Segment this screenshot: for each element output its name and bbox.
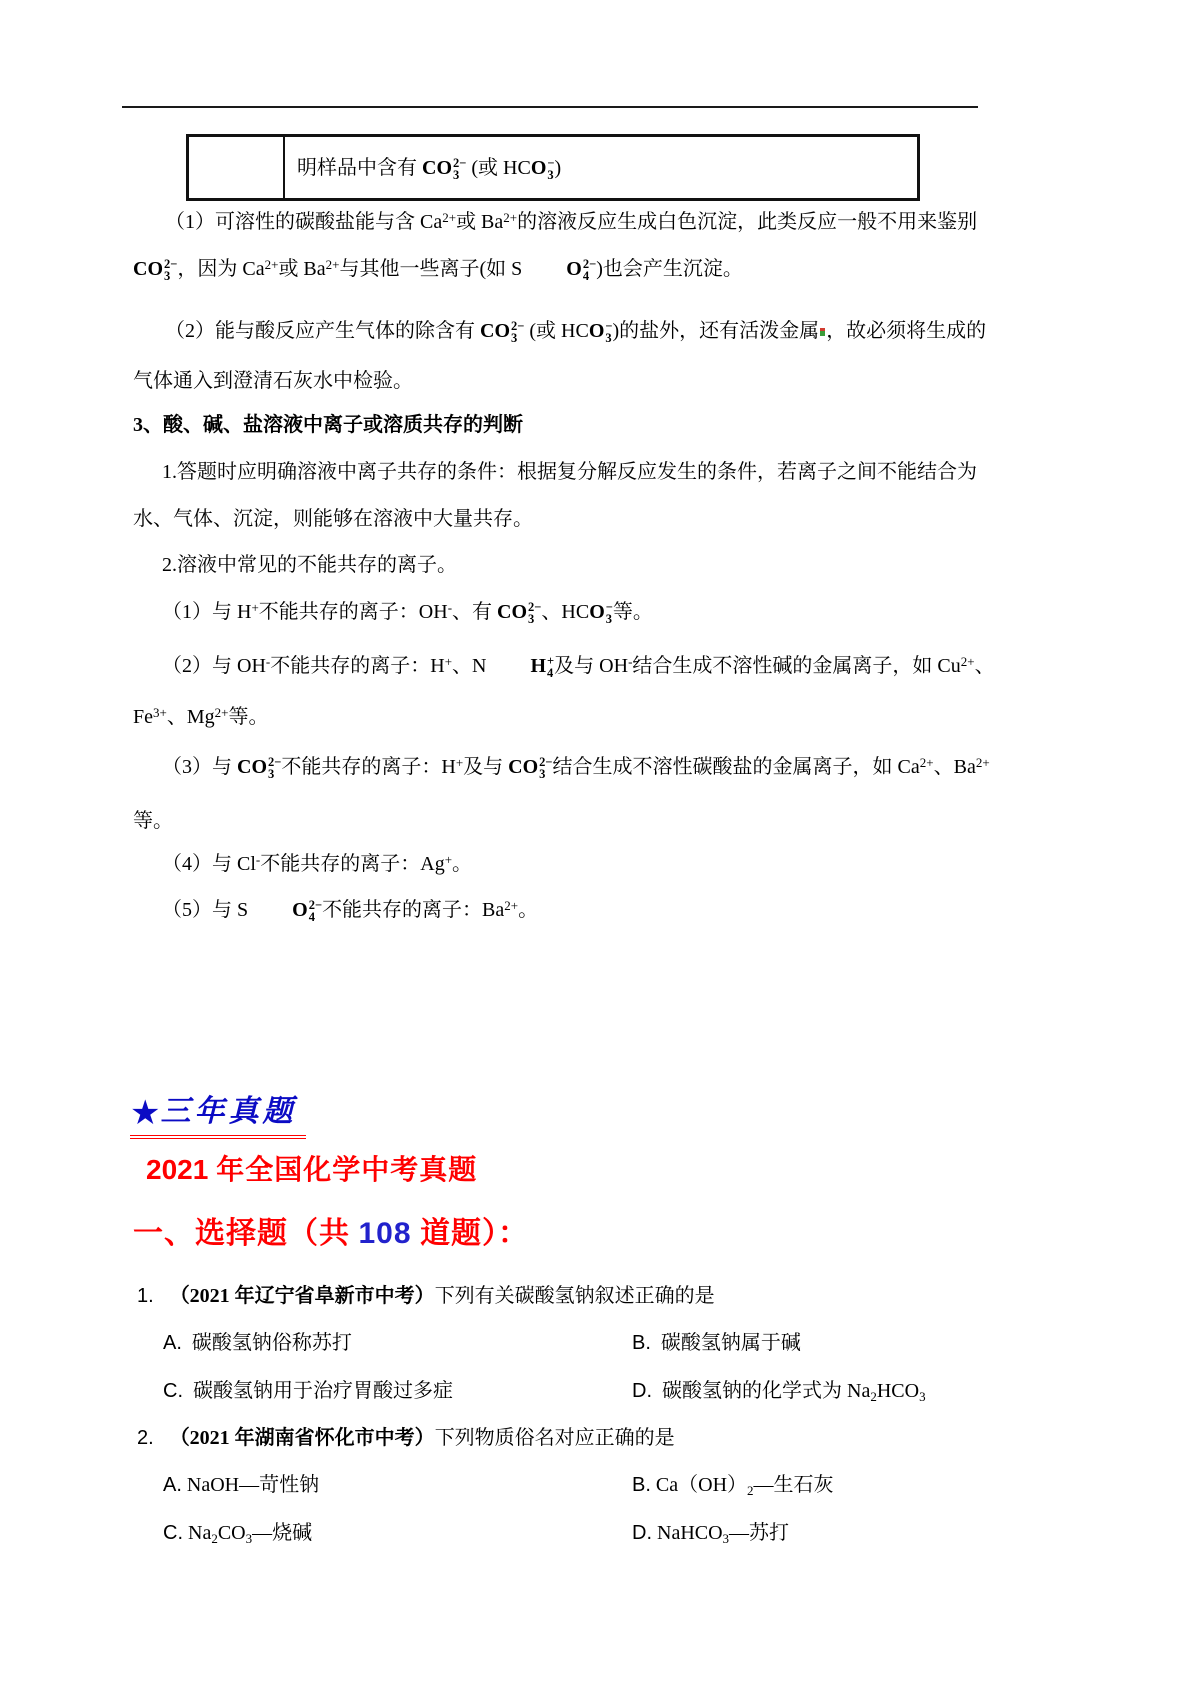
- superscript: 2+: [975, 755, 990, 770]
- list-item: [162, 754, 990, 780]
- text-run: Ca（OH）: [655, 1474, 748, 1496]
- text-run: )的盐外，还有活泼金属: [612, 320, 820, 342]
- text-run: 下列有关碳酸氢钠叙述正确的是: [434, 1285, 715, 1307]
- question-option: [163, 1520, 312, 1546]
- subscript: 3: [722, 1531, 730, 1546]
- ion-formula: H + 4: [530, 654, 555, 680]
- superscript: +: [444, 852, 453, 867]
- superscript: 2+: [325, 257, 340, 272]
- formula-gap: [486, 671, 530, 672]
- ion-formula: O − 3: [589, 600, 613, 626]
- question-option: [632, 1520, 789, 1546]
- text-run: NaOH—苛性钠: [186, 1474, 320, 1496]
- superscript: 2+: [919, 755, 934, 770]
- text-run: 不能共存的离子：Ag: [260, 853, 445, 875]
- banner-text: 三年真题: [160, 1095, 297, 1128]
- ion-formula: O − 3: [588, 319, 613, 345]
- item-label: D.: [632, 1380, 652, 1402]
- paragraph-line: [165, 318, 986, 344]
- text-run: 2.溶液中常见的不能共存的离子。: [162, 554, 457, 576]
- item-label: D.: [632, 1522, 652, 1544]
- list-item: [162, 851, 472, 877]
- ion-formula: O 2− 4: [292, 898, 323, 924]
- superscript: 2+: [214, 705, 229, 720]
- text-run: Fe: [133, 706, 153, 728]
- text-run: 或 Ba: [456, 211, 504, 233]
- question-option: [632, 1472, 834, 1498]
- star-icon: ★: [130, 1095, 161, 1132]
- paragraph-line: [162, 552, 457, 578]
- text-run: 结合生成不溶性碱的金属离子，如 Cu: [632, 655, 961, 677]
- subscript: 2: [870, 1389, 877, 1404]
- paragraph-line: [165, 209, 977, 235]
- question-option: [163, 1472, 319, 1498]
- item-label: C.: [163, 1522, 183, 1544]
- item-label: B.: [632, 1332, 651, 1354]
- subscript: 3: [919, 1389, 926, 1404]
- text-run: 一、选择题（共: [133, 1217, 359, 1250]
- paragraph-line: [133, 506, 533, 532]
- text-run: 下列物质俗名对应正确的是: [434, 1427, 675, 1449]
- superscript: 2+: [504, 898, 519, 913]
- question-option: [163, 1330, 352, 1356]
- list-item: [162, 599, 653, 625]
- text-run: 不能共存的离子：H: [270, 655, 445, 677]
- header-divider-rule: [122, 106, 978, 108]
- subscript: 3: [245, 1531, 253, 1546]
- ion-formula: O 2− 4: [566, 257, 597, 283]
- text-run: —烧碱: [252, 1522, 313, 1544]
- text-run: 3、酸、碱、盐溶液中离子或溶质共存的判断: [133, 414, 523, 436]
- table-cell-text: [297, 155, 561, 181]
- text-run: （3）与: [162, 756, 237, 778]
- superscript: 3+: [153, 705, 167, 720]
- text-run: 、N: [452, 655, 487, 677]
- text-run: 、Mg: [166, 706, 215, 728]
- item-label: A.: [163, 1474, 182, 1496]
- superscript: -: [447, 600, 453, 615]
- ion-formula: CO 2− 3: [508, 755, 553, 781]
- ion-formula: CO 2− 3: [237, 755, 282, 781]
- list-item: [133, 704, 268, 730]
- text-run: 1.答题时应明确溶液中离子共存的条件：根据复分解反应发生的条件，若离子之间不能结合为: [162, 461, 977, 483]
- question-stem: [137, 1283, 715, 1309]
- superscript: -: [628, 654, 633, 669]
- text-run: 碳酸氢钠用于治疗胃酸过多症: [193, 1380, 453, 1402]
- text-run: （2）能与酸反应产生气体的除含有: [165, 320, 480, 342]
- superscript: +: [444, 654, 453, 669]
- annotation-mark-icon: [820, 328, 825, 336]
- paragraph-line: [133, 368, 413, 394]
- evidence-table: [186, 134, 920, 201]
- text-run: (或 HC: [524, 320, 589, 342]
- item-label: A.: [163, 1332, 182, 1354]
- text-run: （1）与 H: [162, 601, 252, 623]
- year-exam-title: [146, 1153, 477, 1188]
- text-run: 及与 OH: [554, 655, 629, 677]
- superscript: 2+: [442, 210, 457, 225]
- text-run: ，因为 Ca: [177, 258, 265, 280]
- formula-gap: [154, 1301, 170, 1302]
- formula-gap: [522, 274, 566, 275]
- text-run: 。: [518, 899, 539, 921]
- text-run: 108: [358, 1217, 412, 1250]
- text-run: CO: [217, 1522, 246, 1544]
- formula-gap: [651, 1348, 661, 1349]
- text-run: （2）与 OH: [162, 655, 266, 677]
- text-run: 、Ba: [933, 756, 976, 778]
- text-run: (或 HC: [466, 156, 531, 179]
- ion-formula: CO 2− 3: [480, 319, 525, 345]
- item-label: 1.: [137, 1285, 154, 1307]
- text-run: 。: [452, 853, 473, 875]
- superscript: -: [255, 852, 261, 867]
- text-run: 、有: [452, 601, 498, 623]
- ion-formula: CO 2− 3: [497, 600, 542, 626]
- formula-gap: [652, 1396, 662, 1397]
- text-run: 的溶液反应生成白色沉淀，此类反应一般不用来鉴别: [517, 211, 978, 233]
- question-option: [632, 1378, 926, 1404]
- ion-formula: O − 3: [530, 155, 555, 182]
- subscript: 2: [747, 1483, 754, 1498]
- text-run: 结合生成不溶性碳酸盐的金属离子，如 Ca: [552, 756, 920, 778]
- text-run: 不能共存的离子：Ba: [322, 899, 505, 921]
- superscript: +: [251, 600, 259, 615]
- text-run: （1）可溶性的碳酸盐能与含 Ca: [165, 211, 443, 233]
- item-label: C.: [163, 1380, 183, 1402]
- text-run: （2021 年辽宁省阜新市中考）: [169, 1285, 435, 1307]
- question-option: [163, 1378, 453, 1404]
- text-run: —生石灰: [753, 1474, 834, 1496]
- ion-formula: CO 2− 3: [133, 257, 178, 283]
- ion-formula: CO 2− 3: [422, 155, 467, 182]
- table-cell-empty: [189, 137, 285, 198]
- text-run: ，故必须将生成的: [826, 320, 987, 342]
- text-run: )也会产生沉淀。: [596, 258, 743, 280]
- text-run: 、HC: [541, 601, 590, 623]
- formula-gap: [183, 1396, 193, 1397]
- paragraph-line: [133, 256, 743, 282]
- text-run: 及与: [463, 756, 509, 778]
- text-run: （2021 年湖南省怀化市中考）: [169, 1427, 435, 1449]
- superscript: 2+: [960, 654, 975, 669]
- text-run: 明样品中含有: [297, 156, 422, 179]
- superscript: -: [265, 654, 271, 669]
- text-run: ): [554, 156, 562, 179]
- text-run: 碳酸氢钠俗称苏打: [191, 1332, 352, 1354]
- text-run: 不能共存的离子：H: [281, 756, 456, 778]
- question-option: [632, 1330, 801, 1356]
- text-run: 水、气体、沉淀，则能够在溶液中大量共存。: [133, 508, 533, 530]
- item-label: 2.: [137, 1427, 154, 1449]
- text-run: HCO: [876, 1380, 920, 1402]
- superscript: 2+: [264, 257, 279, 272]
- formula-gap: [248, 915, 292, 916]
- past-papers-banner: [130, 1086, 306, 1139]
- superscript: 2+: [503, 210, 518, 225]
- text-run: 等。: [133, 810, 173, 832]
- text-run: 不能共存的离子：OH: [258, 601, 448, 623]
- text-run: 或 Ba: [278, 258, 326, 280]
- text-run: 道题）：: [411, 1217, 530, 1250]
- list-item: [162, 653, 995, 679]
- text-run: 、: [974, 655, 995, 677]
- text-run: 与其他一些离子(如 S: [339, 258, 523, 280]
- text-run: 碳酸氢钠的化学式为 Na: [662, 1380, 871, 1402]
- text-run: 2021: [146, 1154, 209, 1185]
- paragraph-line: [162, 459, 977, 485]
- text-run: 等。: [612, 601, 653, 623]
- text-run: Na: [188, 1522, 212, 1544]
- text-run: 气体通入到澄清石灰水中检验。: [133, 370, 413, 392]
- formula-gap: [182, 1348, 192, 1349]
- question-stem: [137, 1425, 675, 1451]
- text-run: NaHCO: [657, 1522, 723, 1544]
- text-run: （5）与 S: [162, 899, 249, 921]
- text-run: 碳酸氢钠属于碱: [660, 1332, 801, 1354]
- text-run: 年全国化学中考真题: [208, 1155, 478, 1186]
- item-label: B.: [632, 1474, 651, 1496]
- section-heading: [133, 412, 523, 438]
- subscript: 2: [211, 1531, 218, 1546]
- text-run: 等。: [228, 706, 269, 728]
- list-item: [162, 897, 538, 923]
- table-cell-conclusion: [285, 137, 917, 198]
- list-item: [133, 808, 173, 834]
- text-run: —苏打: [729, 1522, 790, 1544]
- formula-gap: [154, 1443, 170, 1444]
- choice-section-title: [133, 1216, 529, 1252]
- superscript: +: [455, 755, 464, 770]
- text-run: （4）与 Cl: [162, 853, 256, 875]
